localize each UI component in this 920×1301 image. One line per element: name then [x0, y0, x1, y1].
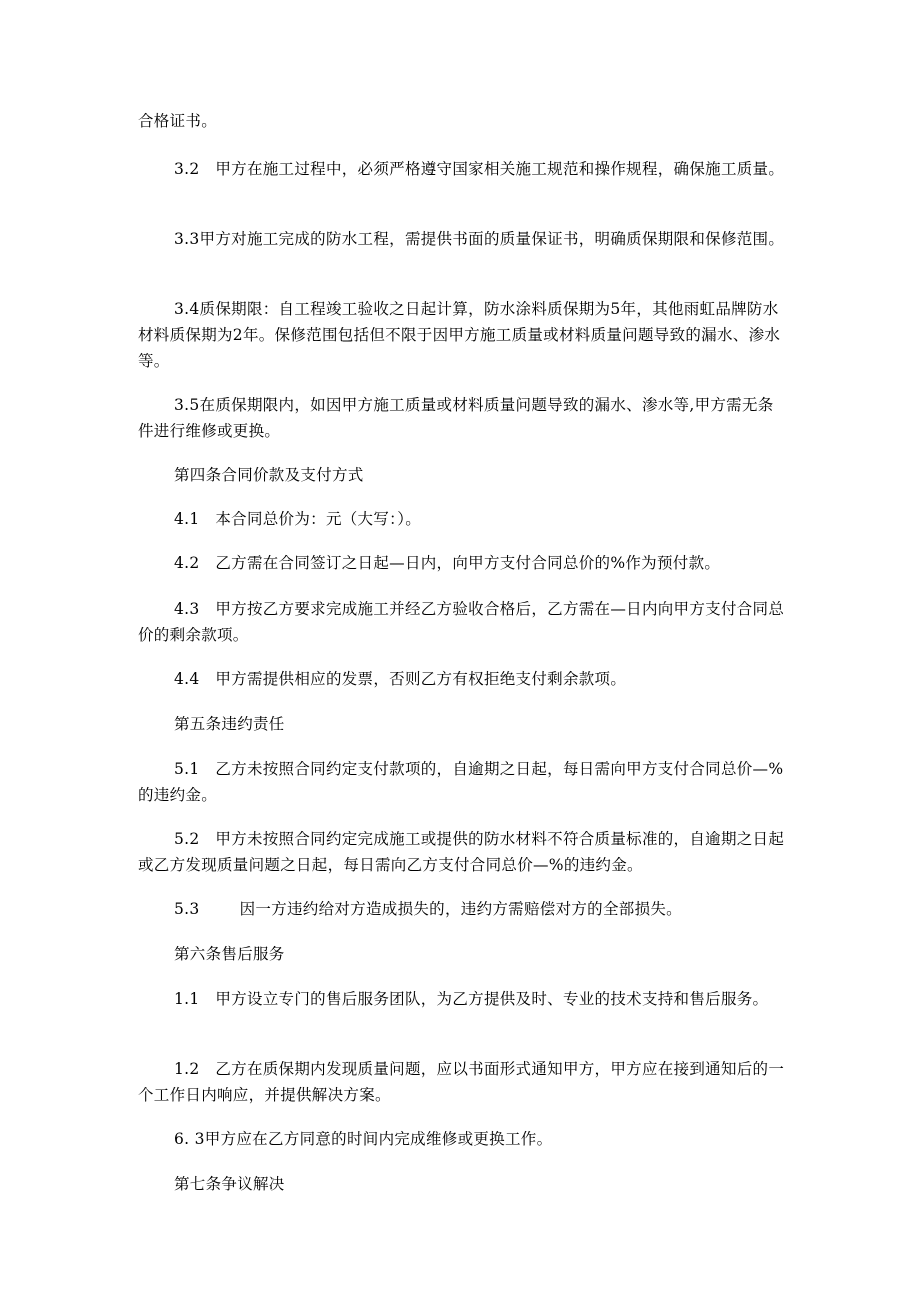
clause-5-3: [138, 896, 788, 922]
clause-5-2: 5.2 甲方未按照合同约定完成施工或提供的防水材料不符合质量标准的，自逾期之日起或乙方发现质量问题之日起，每日需向乙方支付合同总价—%的违约金。: [138, 830, 785, 874]
clause-6-2: 1.2 乙方在质保期内发现质量问题，应以书面形式通知甲方，甲方应在接到通知后的一个工作日内响应，并提供解决方案。: [138, 1060, 785, 1104]
article-4-heading: 第四条合同价款及支付方式: [174, 466, 364, 484]
clause-3-4: 3.4质保期限：自工程竣工验收之日起计算，防水涂料质保期为5年，其他雨虹品牌防水材料质保期为2年。保修范围包括但不限于因甲方施工质量或材料质量问题导致的漏水、渗水等。: [138, 300, 781, 370]
clause-4-3: 4.3 甲方按乙方要求完成施工并经乙方验收合格后，乙方需在—日内向甲方支付合同总价的剩余款项。: [138, 600, 785, 644]
clause-6-3: 6. 3甲方应在乙方同意的时间内完成维修或更换工作。: [174, 1130, 553, 1148]
clause-3-2: 3.2 甲方在施工过程中，必须严格遵守国家相关施工规范和操作规程，确保施工质量。: [174, 160, 785, 178]
clause-4-2: 4.2 乙方需在合同签订之日起—日内，向甲方支付合同总价的%作为预付款。: [174, 554, 721, 572]
article-6-heading: 第六条售后服务: [174, 945, 285, 963]
clause-3-3: 3.3甲方对施工完成的防水工程，需提供书面的质量保证书，明确质保期限和保修范围。: [174, 230, 785, 248]
clause-5-3-text: 因一方违约给对方造成损失的，违约方需赔偿对方的全部损失。: [239, 900, 682, 918]
paragraph-certificate-tail: 合格证书。: [138, 112, 218, 130]
clause-4-4: 4.4 甲方需提供相应的发票，否则乙方有权拒绝支付剩余款项。: [174, 670, 627, 688]
clause-4-1: 4.1 本合同总价为：元（大写：）。: [174, 510, 422, 528]
clause-3-5: 3.5在质保期限内，如因甲方施工质量或材料质量问题导致的漏水、渗水等,甲方需无条件进行维修或更换。: [138, 396, 774, 440]
article-5-heading: 第五条违约责任: [174, 715, 285, 733]
article-7-heading: 第七条争议解决: [174, 1175, 285, 1193]
clause-6-1: 1.1 甲方设立专门的售后服务团队，为乙方提供及时、专业的技术支持和售后服务。: [174, 990, 769, 1008]
clause-5-1: 5.1 乙方未按照合同约定支付款项的，自逾期之日起，每日需向甲方支付合同总价—%的违约金。: [138, 760, 784, 804]
clause-5-3-number: 5.3: [174, 900, 200, 918]
